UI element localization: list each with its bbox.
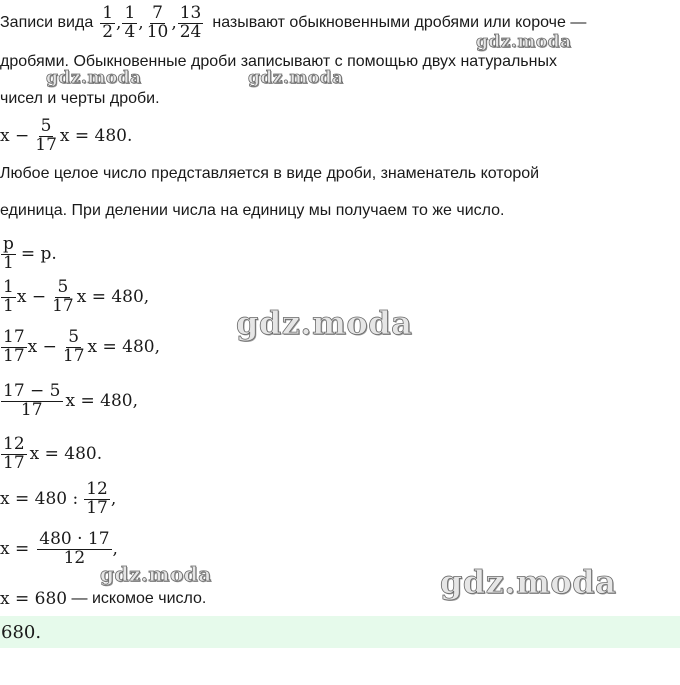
step-1: $\frac{p}{1}$ = p. xyxy=(3,233,57,273)
step-8: x = 680 — искомое число. xyxy=(0,589,207,609)
example-fraction: $\frac{13}{24}$ xyxy=(179,2,202,42)
answer-box xyxy=(0,616,680,648)
fraction: $\frac{12}{17}$ xyxy=(3,433,25,473)
fraction: $\frac{p}{1}$ xyxy=(3,233,14,273)
example-fraction: $\frac{1}{2}$ xyxy=(102,2,114,42)
step-3: $\frac{17}{17}$ x − $\frac{5}{17}$ x = 480, xyxy=(3,326,161,366)
fraction: $\frac{480 \cdot 17}{12}$ xyxy=(39,528,110,568)
intro-line-1: Записи вида $\frac{1}{2}$ , $\frac{1}{4}$ , $\frac{7}{10}$ , $\frac{13}{24}$ называют обыкновенными дробями или короче — xyxy=(0,2,587,42)
example-fraction: $\frac{7}{10}$ xyxy=(146,2,169,42)
answer-value: 680. xyxy=(1,621,42,643)
fraction: $\frac{5}{17}$ xyxy=(35,115,57,155)
watermark-logo: gdz.moda xyxy=(236,304,413,342)
example-fraction: $\frac{1}{4}$ xyxy=(124,2,136,42)
fraction: $\frac{12}{17}$ xyxy=(86,478,108,518)
step-7: x = $\frac{480 \cdot 17}{12}$ , xyxy=(0,528,118,568)
watermark-logo: gdz.moda xyxy=(46,68,142,88)
watermark-logo: gdz.moda xyxy=(248,68,344,88)
watermark-logo: gdz.moda xyxy=(476,32,572,52)
watermark-logo: gdz.moda xyxy=(100,562,212,586)
step-5: $\frac{12}{17}$ x = 480. xyxy=(3,433,103,473)
step-2: $\frac{1}{1}$ x − $\frac{5}{17}$ x = 480, xyxy=(3,276,150,316)
explanation-line-1: Любое целое число представляется в виде дроби, знаменатель которой xyxy=(0,165,540,182)
intro-suffix: называют обыкновенными дробями или короче — xyxy=(212,14,587,31)
fraction: $\frac{17 - 5}{17}$ xyxy=(3,380,61,420)
equation-main: x − $\frac{5}{17}$ x = 480. xyxy=(0,115,133,155)
step-4: $\frac{17 - 5}{17}$ x = 480, xyxy=(3,380,138,420)
intro-prefix: Записи вида xyxy=(0,14,94,31)
fraction: $\frac{5}{17}$ xyxy=(52,276,74,316)
intro-line-3: чисел и черты дроби. xyxy=(0,90,160,107)
fraction: $\frac{17}{17}$ xyxy=(3,326,25,366)
step-6: x = 480 : $\frac{12}{17}$ , xyxy=(0,478,117,518)
fraction: $\frac{5}{17}$ xyxy=(62,326,85,366)
fraction: $\frac{1}{1}$ xyxy=(3,276,14,316)
intro-line-2: дробями. Обыкновенные дроби записывают с помощью двух натуральных xyxy=(0,53,557,70)
explanation-line-2: единица. При делении числа на единицу мы получаем то же число. xyxy=(0,202,505,219)
watermark-logo: gdz.moda xyxy=(440,563,617,601)
